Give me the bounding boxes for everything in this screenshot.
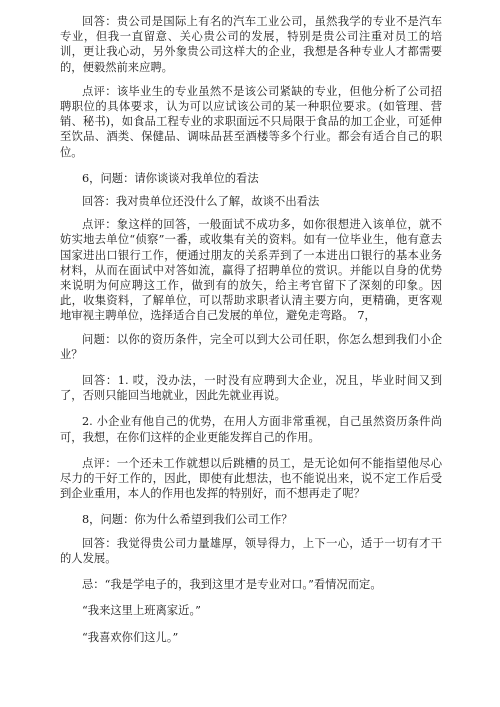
answer-paragraph-auto-company: 回答：贵公司是国际上有名的汽车工业公司，虽然我学的专业不是汽车专业，但我一直留意、关心贵公司的发展，特别是贵公司注重对员工的培训，更让我心动，另外象贵公司这样大的企业，我想是各种专业人才都需要的，便毅然前来应聘。 [60, 15, 442, 74]
avoid-quote-like-here: “我喜欢你们这儿。” [82, 630, 179, 644]
question-8-heading: 8，问题：你为什么希望到我们公司工作？ [82, 513, 293, 527]
comment-paragraph-job-hopping: 点评：一个还未工作就想以后跳槽的员工，是无论如何不能指望他尽心尽力的干好工作的，因此，即使有此想法，也不能说出来，说不定工作后受到企业重用，本人的作用也发挥的特别好，而不想再走了呢？ [60, 456, 442, 501]
comment-paragraph-research: 点评：象这样的回答，一般面试不成功多，如你很想进入该单位，就不妨实地去单位“侦察”一番，或收集有关的资料。如有一位毕业生，他有意去国家进出口银行工作，便通过朋友的关系弄到了一本进出口银行的基本业务材料，从而在面试中对答如流，赢得了招聘单位的赏识。并能以自身的优势来说明为何应聘这工作，做到有的放矢，给主考官留下了深刻的印象。因此，收集资料，了解单位，可以帮助求职者认清主要方向，更精确，更客观地审视主聘单位，选择适合自己发展的单位，避免走弯路。 7， [60, 218, 442, 323]
avoid-quote-near-home: “我来这里上班离家近。” [82, 604, 201, 618]
comment-paragraph-major: 点评：该毕业生的专业虽然不是该公司紧缺的专业，但他分析了公司招聘职位的具体要求，认为可以应试该公司的某一种职位要求。(如管理、营销、秘书)，如食品工程专业的求职面远不只局限于食品的加工企业，可延伸至饮品、酒类、保健品、调味品甚至酒楼等多个行业。都会有适合自己的职位。 [60, 84, 442, 159]
question-6-heading: 6，问题：请你谈谈对我单位的看法 [82, 171, 259, 185]
answer-paragraph-company-strength: 回答：我觉得贵公司力量雄厚，领导得力，上下一心，适于一切有才干的人发展。 [60, 536, 442, 565]
answer-paragraph-no-view: 回答：我对贵单位还没什么了解，故谈不出看法 [82, 195, 320, 209]
answer-paragraph-option-1: 回答：1. 哎，没办法，一时没有应聘到大企业，况且，毕业时间又到了，否则只能回当地就业，因此先就业再说。 [60, 374, 442, 403]
question-7-paragraph: 问题：以你的资历条件，完全可以到大公司任职，你怎么想到我们小企业？ [60, 332, 442, 361]
avoid-paragraph-major-match: 忌：“我是学电子的，我到这里才是专业对口。”看情况而定。 [82, 578, 382, 592]
answer-paragraph-option-2: 2. 小企业有他自己的优势，在用人方面非常重视，自己虽然资历条件尚可，我想，在你们这样的企业更能发挥自己的作用。 [60, 415, 442, 444]
